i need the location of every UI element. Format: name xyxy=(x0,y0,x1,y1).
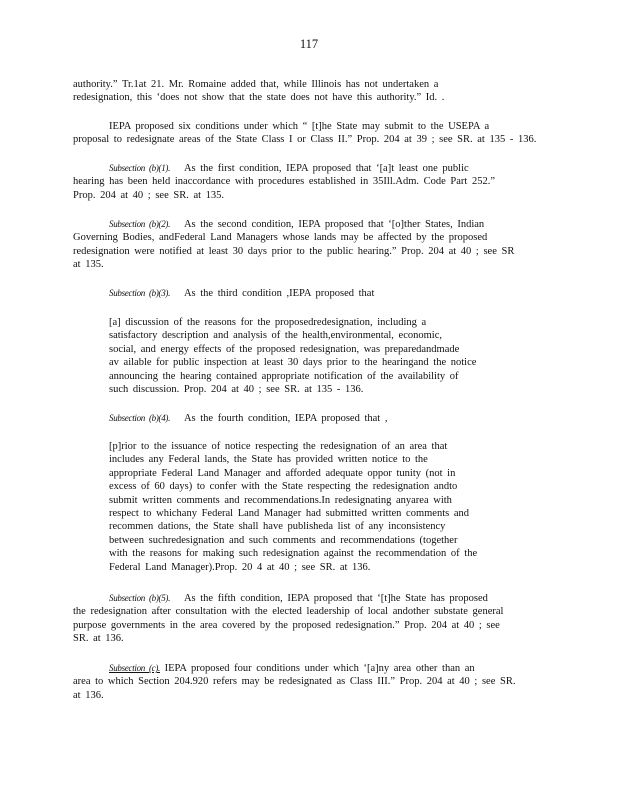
paragraph-subsection-c xyxy=(73,662,548,702)
text-line: hearing has been held inaccordance with procedures established in 35Ill.Adm. Code Part 252.” xyxy=(73,176,496,188)
subsection-heading: Subsection (b)(4). xyxy=(109,413,171,423)
text-line: Governing Bodies, andFederal Land Managers whose lands may be affected by the proposed xyxy=(73,232,488,244)
paragraph-subsection-b5 xyxy=(73,592,548,646)
quote-line: recommen dations, the State shall have publisheda list of any inconsistency xyxy=(109,521,446,533)
quote-line: av ailable for public inspection at least 30 days prior to the hearingand the notice xyxy=(109,357,477,369)
paragraph-subsection-b1 xyxy=(73,162,548,202)
quote-line: respect to whichany Federal Land Manager had submitted written comments and xyxy=(109,508,469,520)
paragraph-subsection-b4 xyxy=(73,412,548,425)
text-line: purpose governments in the area covered by the proposed redesignation.” Prop. 204 at 40 ; see xyxy=(73,619,500,631)
text-line: IEPA proposed four conditions under which ‘[a]ny area other than an xyxy=(164,663,475,674)
paragraph-authority xyxy=(73,78,548,105)
quote-line: social, and energy effects of the proposed redesignation, was preparedandmade xyxy=(109,343,460,355)
text-line: the redesignation after consultation with the elected leadership of local andother substate general xyxy=(73,606,504,618)
text-line: As the fourth condition, IEPA proposed that , xyxy=(183,413,388,424)
quote-line: [a] discussion of the reasons for the proposedredesignation, including a xyxy=(109,317,427,328)
text-line: redesignation, this ‘does not show that the state does not have this authority.” Id. . xyxy=(73,92,445,104)
subsection-heading: Subsection (b)(5). xyxy=(109,593,171,603)
text-line: Prop. 204 at 40 ; see SR. at 135. xyxy=(73,189,225,201)
block-quote-federal-notice xyxy=(109,440,509,574)
quote-line: includes any Federal lands, the State has provided written notice to the xyxy=(109,454,428,466)
text-line: area to which Section 204.920 refers may be redesignated as Class III.” Prop. 204 at 40 ; see SR. xyxy=(73,676,516,688)
quote-line: between suchredesignation and such comments and recommendations (together xyxy=(109,534,458,546)
quote-line: excess of 60 days) to confer with the State respecting the redesignation andto xyxy=(109,481,458,493)
quote-line: appropriate Federal Land Manager and afforded adequate oppor tunity (not in xyxy=(109,467,456,479)
paragraph-subsection-b2 xyxy=(73,218,548,272)
quote-line: satisfactory description and analysis of the health,environmental, economic, xyxy=(109,330,442,342)
text-line: As the first condition, IEPA proposed that ‘[a]t least one public xyxy=(183,163,469,174)
quote-line: with the reasons for making such redesignation against the recommendation of the xyxy=(109,548,478,560)
text-line: proposal to redesignate areas of the State Class I or Class II.” Prop. 204 at 39 ; see SR. at 135 - 136. xyxy=(73,134,537,146)
subsection-heading: Subsection (b)(2). xyxy=(109,219,171,229)
paragraph-six-conditions xyxy=(73,120,548,147)
block-quote-discussion xyxy=(109,316,509,396)
subsection-heading: Subsection (b)(1). xyxy=(109,163,171,173)
quote-line: submit written comments and recommendations.In redesignating anyarea with xyxy=(109,494,452,506)
paragraph-subsection-b3 xyxy=(73,287,548,300)
text-line: SR. at 136. xyxy=(73,633,124,645)
text-line: IEPA proposed six conditions under which “ [t]he State may submit to the USEPA a xyxy=(109,121,490,132)
subsection-heading: Subsection (b)(3). xyxy=(109,288,171,298)
text-line: at 136. xyxy=(73,689,104,701)
page-number: 117 xyxy=(299,37,319,51)
text-line: at 135. xyxy=(73,259,104,271)
text-line: authority.” Tr.1at 21. Mr. Romaine added that, while Illinois has not undertaken a xyxy=(73,79,439,90)
quote-line: Federal Land Manager).Prop. 20 4 at 40 ; see SR. at 136. xyxy=(109,561,371,573)
quote-line: [p]rior to the issuance of notice respecting the redesignation of an area that xyxy=(109,441,448,452)
quote-line: announcing the hearing contained appropriate notification of the availability of xyxy=(109,370,459,382)
subsection-heading: Subsection (c). xyxy=(109,663,160,673)
quote-line: such discussion. Prop. 204 at 40 ; see SR. at 135 - 136. xyxy=(109,384,364,396)
text-line: As the third condition ,IEPA proposed that xyxy=(183,288,375,299)
text-line: As the fifth condition, IEPA proposed that ‘[t]he State has proposed xyxy=(183,593,488,604)
text-line: As the second condition, IEPA proposed that ‘[o]ther States, Indian xyxy=(183,219,485,230)
text-line: redesignation were notified at least 30 days prior to the public hearing.” Prop. 204 at 40 ; see SR xyxy=(73,245,515,257)
